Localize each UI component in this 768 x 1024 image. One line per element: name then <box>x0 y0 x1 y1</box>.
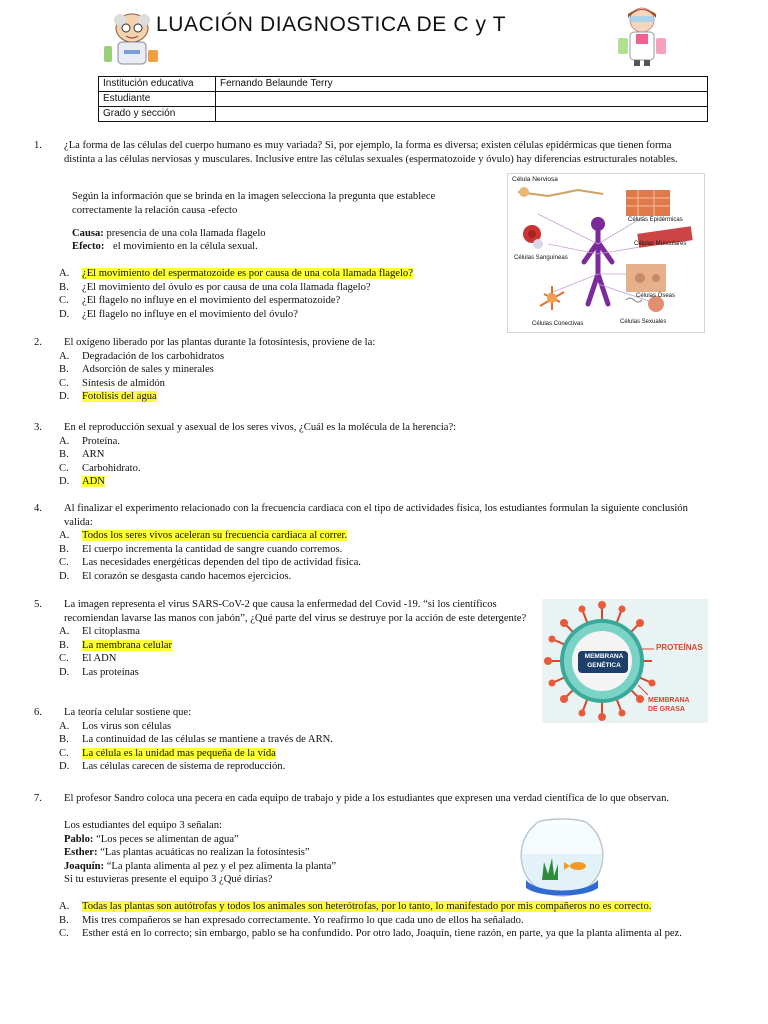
option-text: El cuerpo incrementa la cantidad de sangre cuando corremos. <box>82 543 343 555</box>
girl-scientist-logo <box>614 4 670 66</box>
effect-label: Efecto: <box>72 241 105 252</box>
option-letter: C. <box>59 462 69 474</box>
option-b[interactable] <box>34 281 504 295</box>
option-text: Las células carecen de sistema de reproducción. <box>82 761 286 773</box>
option-letter: B. <box>59 543 69 555</box>
option-text: Fotolisis del agua <box>82 391 157 403</box>
question-text: En el reproducción sexual y asexual de los seres vivos, ¿Cuál es la molécula de la herencia?: <box>64 422 457 433</box>
option-letter: D. <box>59 476 70 488</box>
option-letter: C. <box>59 557 69 569</box>
question-number: 3. <box>34 422 42 433</box>
option-text: Todos los seres vivos aceleran su frecuencia cardiaca al correr. <box>82 530 348 542</box>
question-number: 1. <box>34 140 42 151</box>
option-d[interactable] <box>34 475 704 489</box>
question-7 <box>34 792 704 806</box>
question-text: La imagen representa el virus SARS-CoV-2 que causa la enfermedad del Covid -19. “si los científicos recomiendan lavarse las manos con jabón”, ¿Qué parte del virus se destruye por la acción de este detergente? <box>64 599 527 624</box>
option-text: ¿El flagelo no influye en el movimiento del espermatozoide? <box>82 295 341 307</box>
question-2 <box>34 336 704 404</box>
option-text: La célula es la unidad mas pequeña de la vida <box>82 747 276 759</box>
label-proteinas: PROTEÍNAS <box>656 643 703 652</box>
q7-question: Si tu estuvieras presente el equipo 3 ¿Qué dirías? <box>64 874 273 886</box>
label-conectivas: Células Conectivas <box>532 321 584 327</box>
label-grasa-2: DE GRASA <box>648 706 685 713</box>
option-b[interactable] <box>34 543 704 557</box>
q1-effect <box>72 240 482 254</box>
cause-label: Causa: <box>72 228 104 239</box>
question-number: 4. <box>34 503 42 514</box>
speaker-name: Joaquín: <box>64 860 105 872</box>
info-label: Estudiante <box>99 92 216 107</box>
option-text: Las proteínas <box>82 666 139 678</box>
speaker-quote: “Las plantas acuáticas no realizan la fotosíntesis” <box>100 847 310 859</box>
option-text: Adsorción de sales y minerales <box>82 364 214 376</box>
cause-text: presencia de una cola llamada flagelo <box>106 228 266 239</box>
label-epidermicas: Células Epidérmicas <box>628 217 683 223</box>
info-row <box>99 107 708 122</box>
option-letter: D. <box>59 761 70 773</box>
option-letter: D. <box>59 308 70 320</box>
option-text: ¿El movimiento del óvulo es por causa de una cola llamada flagelo? <box>82 281 371 293</box>
option-letter: A. <box>59 901 70 912</box>
option-text: Degradación de los carbohidratos <box>82 350 225 362</box>
label-grasa-1: MEMBRANA <box>648 697 690 704</box>
q7-dialogue <box>64 819 494 887</box>
option-text: Las necesidades energéticas dependen del tipo de actividad física. <box>82 557 361 569</box>
option-letter: B. <box>59 734 69 746</box>
label-sanguineas: Células Sanguíneas <box>514 255 568 261</box>
option-b[interactable] <box>34 448 704 462</box>
cell-types-image <box>507 173 705 333</box>
question-text: El oxígeno liberado por las plantas durante la fotosíntesis, proviene de la: <box>64 337 376 348</box>
question-1 <box>34 139 704 166</box>
option-text: El ADN <box>82 653 117 665</box>
option-text: El citoplasma <box>82 626 140 638</box>
option-letter: D. <box>59 391 70 403</box>
speaker-line <box>64 860 494 874</box>
scientist-logo <box>100 6 164 70</box>
option-a[interactable] <box>34 625 544 639</box>
question-number: 7. <box>34 793 42 804</box>
q1-options <box>34 267 504 321</box>
question-6 <box>34 706 704 774</box>
question-number: 2. <box>34 337 42 348</box>
question-number: 6. <box>34 707 42 718</box>
option-text: Los virus son células <box>82 720 172 732</box>
option-letter: B. <box>59 364 69 376</box>
option-a[interactable] <box>34 900 704 914</box>
option-text: La membrana celular <box>82 639 172 651</box>
option-letter: A. <box>59 530 70 542</box>
info-value <box>216 92 708 107</box>
info-table <box>98 76 708 122</box>
virus-image <box>542 599 708 723</box>
option-a[interactable] <box>34 529 704 543</box>
effect-text: el movimiento en la célula sexual. <box>113 241 258 252</box>
option-d[interactable] <box>34 390 704 404</box>
speaker-line <box>64 833 494 847</box>
option-c[interactable] <box>34 556 704 570</box>
label-membrana-genetica-2: GENÉTICA <box>587 662 621 669</box>
question-text: ¿La forma de las células del cuerpo humano es muy variada? Si, por ejemplo, la forma es diversa; existen células epidérmicas que tienen forma distinta a las células nerviosas y musculares. Inclusive entre las células sexuales (espermatozoide y óvulo) hay diferencias estructurales notables. <box>64 140 678 165</box>
option-text: Proteína. <box>82 435 120 447</box>
option-letter: C. <box>59 377 69 389</box>
option-d[interactable] <box>34 666 544 680</box>
option-letter: A. <box>59 350 70 362</box>
option-text: El corazón se desgasta cando hacemos ejercicios. <box>82 570 292 582</box>
option-b[interactable] <box>34 914 704 928</box>
option-a[interactable] <box>34 720 704 734</box>
option-text: Mis tres compañeros se han expresado correctamente. Yo reafirmo lo que cada uno de ellos ha señalado. <box>82 914 524 926</box>
speaker-name: Pablo: <box>64 833 94 845</box>
option-d[interactable] <box>34 760 704 774</box>
option-d[interactable] <box>34 308 504 322</box>
option-letter: C. <box>59 295 69 307</box>
option-letter: A. <box>59 626 70 638</box>
info-label: Grado y sección <box>99 107 216 122</box>
option-letter: B. <box>59 639 69 651</box>
speaker-quote: “La planta alimenta al pez y el pez alimenta la planta” <box>106 860 337 872</box>
speaker-quote: “Los peces se alimentan de agua” <box>96 833 239 845</box>
option-c[interactable] <box>34 747 704 761</box>
question-text: El profesor Sandro coloca una pecera en cada equipo de trabajo y pide a los estudiantes que expresen una verdad científica de lo que observan. <box>64 793 670 804</box>
option-letter: D. <box>59 666 70 678</box>
info-value: Fernando Belaunde Terry <box>216 77 708 92</box>
q1-instruction: Según la información que se brinda en la imagen selecciona la pregunta que establece correctamente la relación causa -efecto <box>72 191 436 216</box>
label-membrana-genetica-1: MEMBRANA <box>584 653 624 660</box>
fishbowl-image <box>514 814 610 900</box>
option-text: ARN <box>82 449 105 461</box>
option-letter: B. <box>59 914 69 926</box>
info-row <box>99 92 708 107</box>
label-oseas: Células Óseas <box>636 293 676 299</box>
question-text: Al finalizar el experimento relacionado con la frecuencia cardiaca con el tipo de actividades física, los estudiantes formulan la siguiente conclusión valida: <box>64 503 688 528</box>
option-text: Carbohidrato. <box>82 462 141 474</box>
info-row <box>99 77 708 92</box>
option-letter: D. <box>59 570 70 582</box>
option-letter: C. <box>59 747 69 759</box>
option-text: Todas las plantas son autótrofas y todos los animales son heterótrofas, por lo tanto, lo manifestado por mis compañeros no es correcto. <box>82 901 652 912</box>
option-c[interactable] <box>34 927 704 941</box>
question-4 <box>34 502 704 584</box>
option-text: ¿El flagelo no influye en el movimiento del óvulo? <box>82 308 298 320</box>
info-label: Institución educativa <box>99 77 216 92</box>
option-text: La continuidad de las células se mantiene a través de ARN. <box>82 734 333 746</box>
option-c[interactable] <box>34 652 544 666</box>
option-text: Esther está en lo correcto; sin embargo, pablo se ha confundido. Por otro lado, Joaquín, tiene razón, en parte, ya que la planta alimenta al pez. <box>82 928 682 940</box>
speaker-line <box>64 846 494 860</box>
option-d[interactable] <box>34 570 704 584</box>
option-c[interactable] <box>34 377 704 391</box>
option-a[interactable] <box>34 435 704 449</box>
option-a[interactable] <box>34 350 704 364</box>
team-line: Los estudiantes del equipo 3 señalan: <box>64 820 222 831</box>
option-letter: A. <box>59 720 70 732</box>
label-nerviosa: Célula Nerviosa <box>512 176 558 183</box>
option-text: ADN <box>82 476 105 488</box>
label-musculares: Células Musculares <box>634 241 687 247</box>
option-b[interactable] <box>34 363 704 377</box>
option-letter: C. <box>59 928 69 940</box>
option-b[interactable] <box>34 639 544 653</box>
option-text: Síntesis de almidón <box>82 377 165 389</box>
question-text: La teoría celular sostiene que: <box>64 707 192 718</box>
option-letter: B. <box>59 281 69 293</box>
option-letter: B. <box>59 449 69 461</box>
q7-options <box>34 900 704 941</box>
option-b[interactable] <box>34 733 704 747</box>
option-c[interactable] <box>34 294 504 308</box>
speaker-name: Esther: <box>64 847 98 859</box>
option-letter: A. <box>59 268 70 279</box>
q1-cause <box>72 227 482 241</box>
question-number: 5. <box>34 599 42 610</box>
question-5 <box>34 598 544 680</box>
info-value <box>216 107 708 122</box>
option-a[interactable] <box>34 267 504 281</box>
label-sexuales: Células Sexuales <box>620 319 667 325</box>
page-title: LUACIÓN DIAGNOSTICA DE C y T <box>156 13 507 36</box>
option-text: ¿El movimiento del espermatozoide es por causa de una cola llamada flagelo? <box>82 268 413 279</box>
option-letter: A. <box>59 435 70 447</box>
question-3 <box>34 421 704 489</box>
option-c[interactable] <box>34 462 704 476</box>
option-letter: C. <box>59 653 69 665</box>
